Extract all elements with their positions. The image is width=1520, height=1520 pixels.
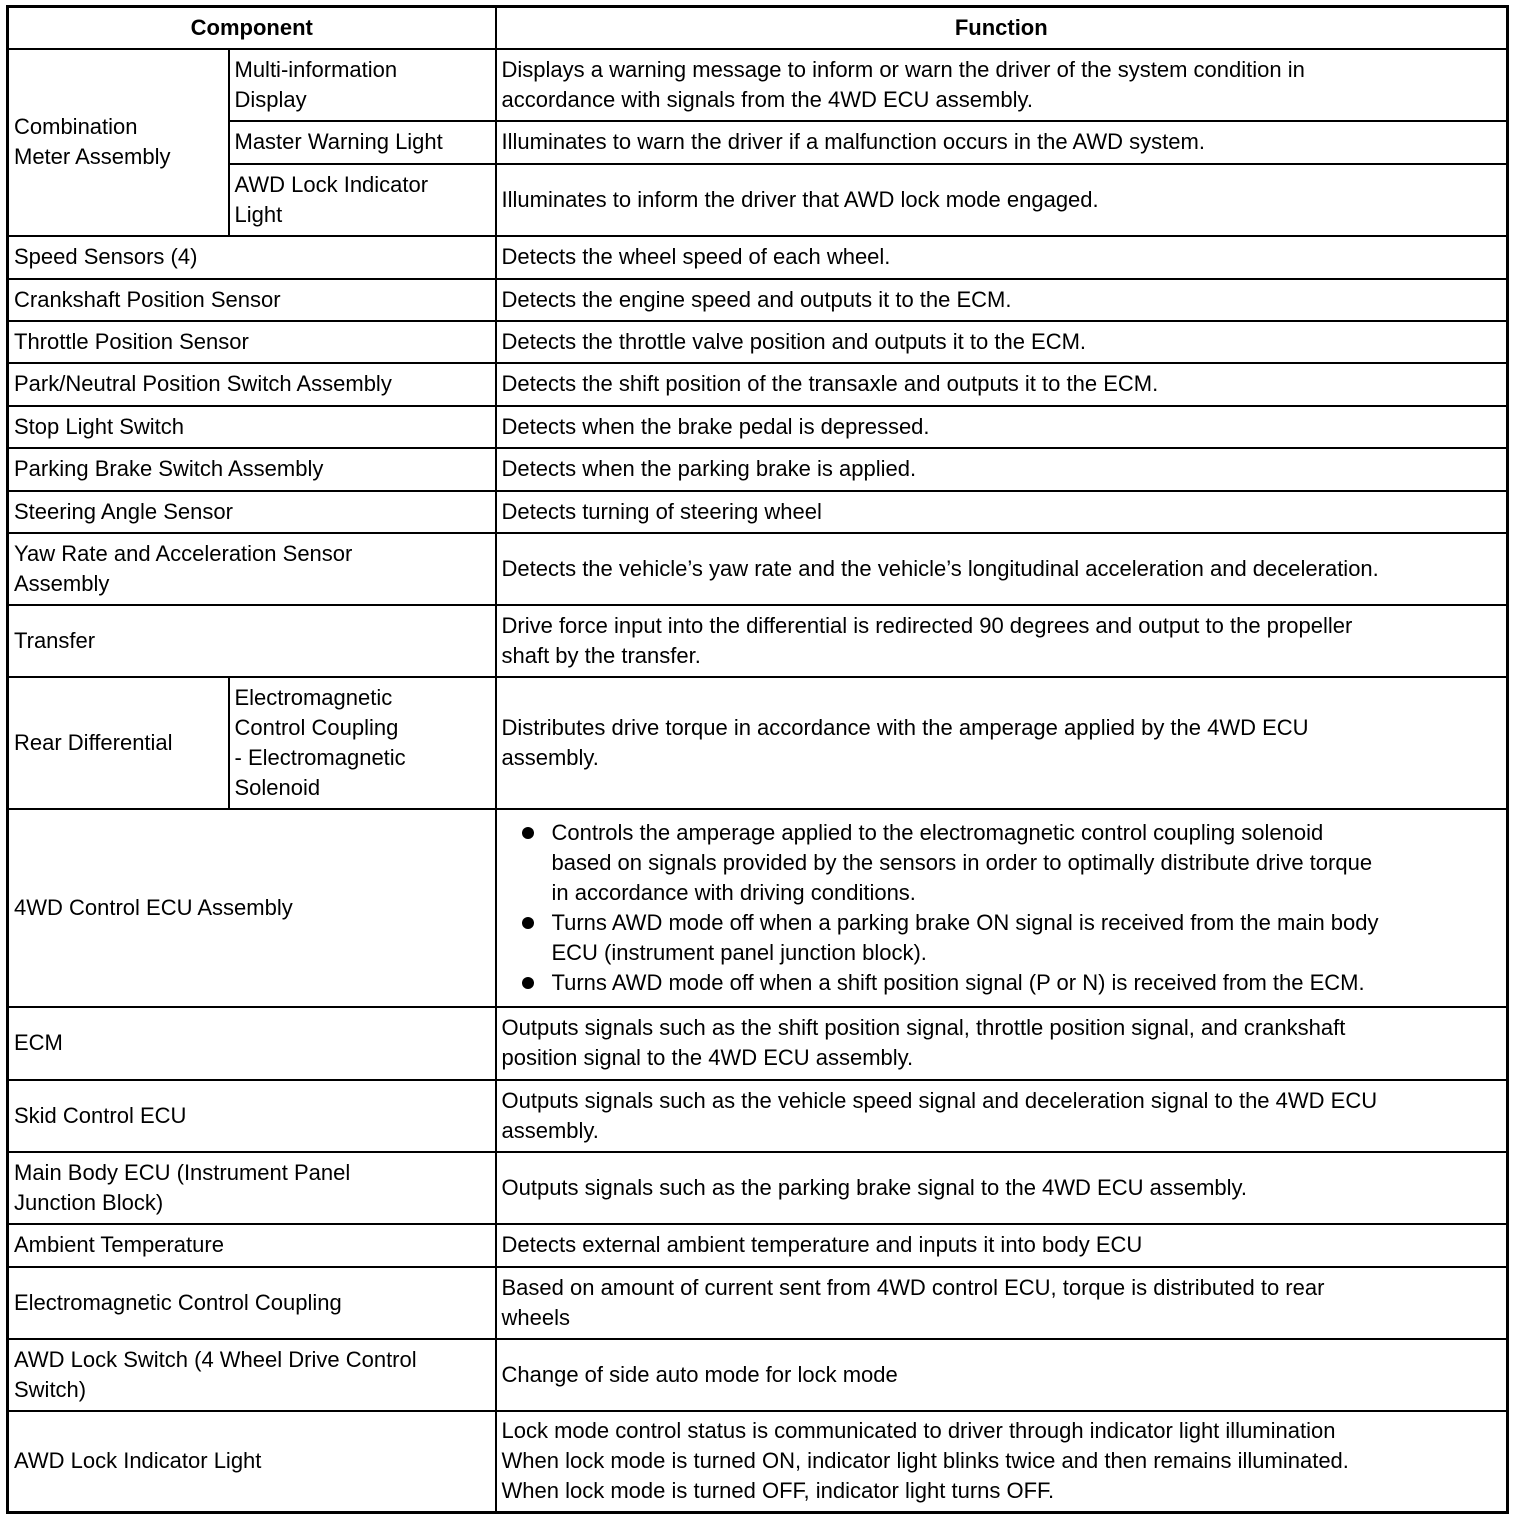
header-component: Component bbox=[8, 7, 496, 49]
bullet-item bbox=[502, 818, 1507, 908]
function-cell bbox=[496, 1267, 1508, 1339]
cell-text-line: Detects the wheel speed of each wheel. bbox=[501, 244, 891, 269]
table-row bbox=[8, 1339, 1508, 1411]
cell-text-line: Control Coupling bbox=[234, 714, 399, 740]
cell-text-line: Parking Brake Switch Assembly bbox=[14, 456, 324, 481]
subcomponent-cell bbox=[229, 164, 496, 236]
function-cell bbox=[496, 677, 1508, 809]
cell-text-line: Illuminates to inform the driver that AWD lock mode engaged. bbox=[501, 186, 1099, 212]
function-cell bbox=[496, 1080, 1508, 1152]
function-cell bbox=[496, 1411, 1508, 1513]
cell-text-line: Electromagnetic Control Coupling bbox=[14, 1289, 342, 1315]
cell-text-line: Turns AWD mode off when a shift position signal (P or N) is received from the ECM. bbox=[551, 969, 1365, 995]
cell-text-line: Detects external ambient temperature and inputs it into body ECU bbox=[501, 1232, 1143, 1257]
function-cell bbox=[496, 1224, 1508, 1267]
component-cell bbox=[8, 1267, 496, 1339]
cell-text-line: Junction Block) bbox=[14, 1189, 164, 1215]
cell-text-line: Electromagnetic bbox=[234, 684, 393, 710]
cell-text-line: Outputs signals such as the shift position signal, throttle position signal, and crankshaft bbox=[501, 1015, 1346, 1040]
function-cell bbox=[496, 1339, 1508, 1411]
table-row bbox=[8, 121, 1508, 164]
function-cell bbox=[496, 363, 1508, 406]
header-function: Function bbox=[496, 7, 1508, 49]
cell-text-line: Switch) bbox=[14, 1376, 87, 1402]
cell-text-line: Steering Angle Sensor bbox=[14, 498, 233, 524]
function-cell bbox=[496, 605, 1508, 677]
table-row bbox=[8, 1080, 1508, 1152]
cell-text-line: based on signals provided by the sensors in order to optimally distribute drive torque bbox=[551, 849, 1373, 875]
table-row bbox=[8, 1411, 1508, 1513]
cell-text-line: Master Warning Light bbox=[234, 129, 443, 154]
component-cell bbox=[8, 49, 229, 236]
component-cell bbox=[8, 809, 496, 1007]
function-cell bbox=[496, 533, 1508, 605]
function-cell bbox=[496, 448, 1508, 491]
cell-text-line: ECM bbox=[14, 1030, 63, 1055]
cell-text-line: in accordance with driving conditions. bbox=[551, 879, 916, 905]
component-cell bbox=[8, 533, 496, 605]
function-cell bbox=[496, 809, 1508, 1007]
cell-text-line: shaft by the transfer. bbox=[501, 642, 701, 668]
component-cell bbox=[8, 1411, 496, 1513]
cell-text-line: Crankshaft Position Sensor bbox=[14, 286, 281, 312]
cell-text-line: assembly. bbox=[501, 1117, 599, 1143]
function-cell bbox=[496, 236, 1508, 279]
table-row bbox=[8, 406, 1508, 448]
component-function-table bbox=[6, 5, 1509, 1514]
table-row bbox=[8, 1152, 1508, 1224]
component-cell bbox=[8, 1224, 496, 1267]
cell-text-line: Detects when the parking brake is applied. bbox=[501, 456, 917, 481]
table-row bbox=[8, 605, 1508, 677]
component-cell bbox=[8, 448, 496, 491]
function-cell bbox=[496, 406, 1508, 448]
table-row bbox=[8, 491, 1508, 533]
cell-text-line: Detects the engine speed and outputs it to the ECM. bbox=[501, 286, 1012, 312]
cell-text-line: Outputs signals such as the parking brake signal to the 4WD ECU assembly. bbox=[501, 1174, 1247, 1200]
component-cell bbox=[8, 406, 496, 448]
cell-text-line: Assembly bbox=[14, 570, 110, 596]
table-row bbox=[8, 677, 1508, 809]
subcomponent-cell bbox=[229, 121, 496, 164]
cell-text-line: Display bbox=[234, 86, 307, 112]
cell-text-line: AWD Lock Switch (4 Wheel Drive Control bbox=[14, 1346, 417, 1372]
cell-text-line: Outputs signals such as the vehicle speed signal and deceleration signal to the 4WD ECU bbox=[501, 1087, 1378, 1113]
cell-text-line: AWD Lock Indicator bbox=[234, 171, 429, 197]
cell-text-line: Change of side auto mode for lock mode bbox=[501, 1361, 898, 1387]
cell-text-line: Controls the amperage applied to the electromagnetic control coupling solenoid bbox=[551, 819, 1324, 845]
cell-text-line: Speed Sensors (4) bbox=[14, 244, 198, 269]
cell-text-line: wheels bbox=[501, 1304, 570, 1330]
cell-text-line: Meter Assembly bbox=[14, 144, 171, 169]
function-cell bbox=[496, 1007, 1508, 1080]
component-cell bbox=[8, 321, 496, 363]
function-cell bbox=[496, 121, 1508, 164]
cell-text-line: Detects the throttle valve position and outputs it to the ECM. bbox=[501, 328, 1087, 354]
table-row bbox=[8, 164, 1508, 236]
cell-text-line: Skid Control ECU bbox=[14, 1102, 187, 1128]
component-cell bbox=[8, 677, 229, 809]
cell-text-line: Detects when the brake pedal is depressed. bbox=[501, 413, 930, 439]
cell-text-line: Drive force input into the differential is redirected 90 degrees and output to the propeller bbox=[501, 612, 1353, 638]
cell-text-line: - Electromagnetic bbox=[234, 744, 406, 770]
table-row bbox=[8, 1007, 1508, 1080]
cell-text-line: Based on amount of current sent from 4WD control ECU, torque is distributed to rear bbox=[501, 1274, 1325, 1300]
table-row bbox=[8, 1267, 1508, 1339]
cell-text-line: Displays a warning message to inform or warn the driver of the system condition in bbox=[501, 56, 1305, 82]
table-row bbox=[8, 1224, 1508, 1267]
table-row bbox=[8, 363, 1508, 406]
bullet-item bbox=[502, 908, 1507, 968]
table-row bbox=[8, 809, 1508, 1007]
table-row bbox=[8, 321, 1508, 363]
cell-text-line: Throttle Position Sensor bbox=[14, 328, 249, 354]
component-cell bbox=[8, 491, 496, 533]
bullet-icon bbox=[522, 977, 534, 989]
component-cell bbox=[8, 363, 496, 406]
bullet-icon bbox=[522, 827, 534, 839]
table-row bbox=[8, 533, 1508, 605]
component-cell bbox=[8, 1080, 496, 1152]
cell-text-line: Detects the vehicle’s yaw rate and the vehicle’s longitudinal acceleration and deceleration. bbox=[501, 555, 1379, 581]
table-row bbox=[8, 49, 1508, 121]
cell-text-line: accordance with signals from the 4WD ECU assembly. bbox=[501, 86, 1033, 112]
component-cell bbox=[8, 605, 496, 677]
cell-text-line: Main Body ECU (Instrument Panel bbox=[14, 1159, 351, 1185]
cell-text-line: Turns AWD mode off when a parking brake ON signal is received from the main body bbox=[551, 909, 1379, 935]
component-cell bbox=[8, 1007, 496, 1080]
cell-text-line: Illuminates to warn the driver if a malfunction occurs in the AWD system. bbox=[501, 129, 1205, 154]
subcomponent-cell bbox=[229, 49, 496, 121]
cell-text-line: Rear Differential bbox=[14, 729, 173, 755]
subcomponent-cell bbox=[229, 677, 496, 809]
cell-text-line: Distributes drive torque in accordance with the amperage applied by the 4WD ECU bbox=[501, 714, 1309, 740]
table-row bbox=[8, 448, 1508, 491]
cell-text-line: Transfer bbox=[14, 627, 96, 653]
cell-text-line: Detects the shift position of the transaxle and outputs it to the ECM. bbox=[501, 371, 1159, 396]
cell-text-line: Solenoid bbox=[234, 774, 321, 800]
table-row bbox=[8, 236, 1508, 279]
component-cell bbox=[8, 1339, 496, 1411]
cell-text-line: assembly. bbox=[501, 744, 599, 770]
cell-text-line: Ambient Temperature bbox=[14, 1232, 224, 1257]
function-cell bbox=[496, 491, 1508, 533]
function-cell bbox=[496, 1152, 1508, 1224]
table-row bbox=[8, 279, 1508, 321]
function-cell bbox=[496, 164, 1508, 236]
function-cell bbox=[496, 49, 1508, 121]
header-row bbox=[8, 7, 1508, 49]
cell-text-line: Light bbox=[234, 201, 283, 227]
cell-text-line: ECU (instrument panel junction block). bbox=[551, 939, 927, 965]
cell-text-line: Stop Light Switch bbox=[14, 413, 184, 439]
cell-text-line: Park/Neutral Position Switch Assembly bbox=[14, 371, 392, 396]
component-cell bbox=[8, 279, 496, 321]
function-cell bbox=[496, 279, 1508, 321]
cell-text-line: Yaw Rate and Acceleration Sensor bbox=[14, 540, 353, 566]
cell-text-line: Combination bbox=[14, 114, 138, 139]
cell-text-line: Multi-information bbox=[234, 56, 398, 82]
cell-text-line: When lock mode is turned OFF, indicator light turns OFF. bbox=[501, 1478, 1055, 1504]
bullet-item bbox=[502, 968, 1507, 998]
bullet-icon bbox=[522, 917, 534, 929]
component-cell bbox=[8, 236, 496, 279]
cell-text-line: Lock mode control status is communicated to driver through indicator light illumination bbox=[501, 1418, 1336, 1444]
cell-text-line: Detects turning of steering wheel bbox=[501, 498, 822, 524]
cell-text-line: position signal to the 4WD ECU assembly. bbox=[501, 1045, 914, 1070]
function-bullet-list bbox=[502, 818, 1507, 998]
cell-text-line: When lock mode is turned ON, indicator light blinks twice and then remains illuminated. bbox=[501, 1448, 1349, 1474]
cell-text-line: AWD Lock Indicator Light bbox=[14, 1448, 262, 1474]
cell-text-line: 4WD Control ECU Assembly bbox=[14, 894, 293, 920]
component-cell bbox=[8, 1152, 496, 1224]
function-cell bbox=[496, 321, 1508, 363]
